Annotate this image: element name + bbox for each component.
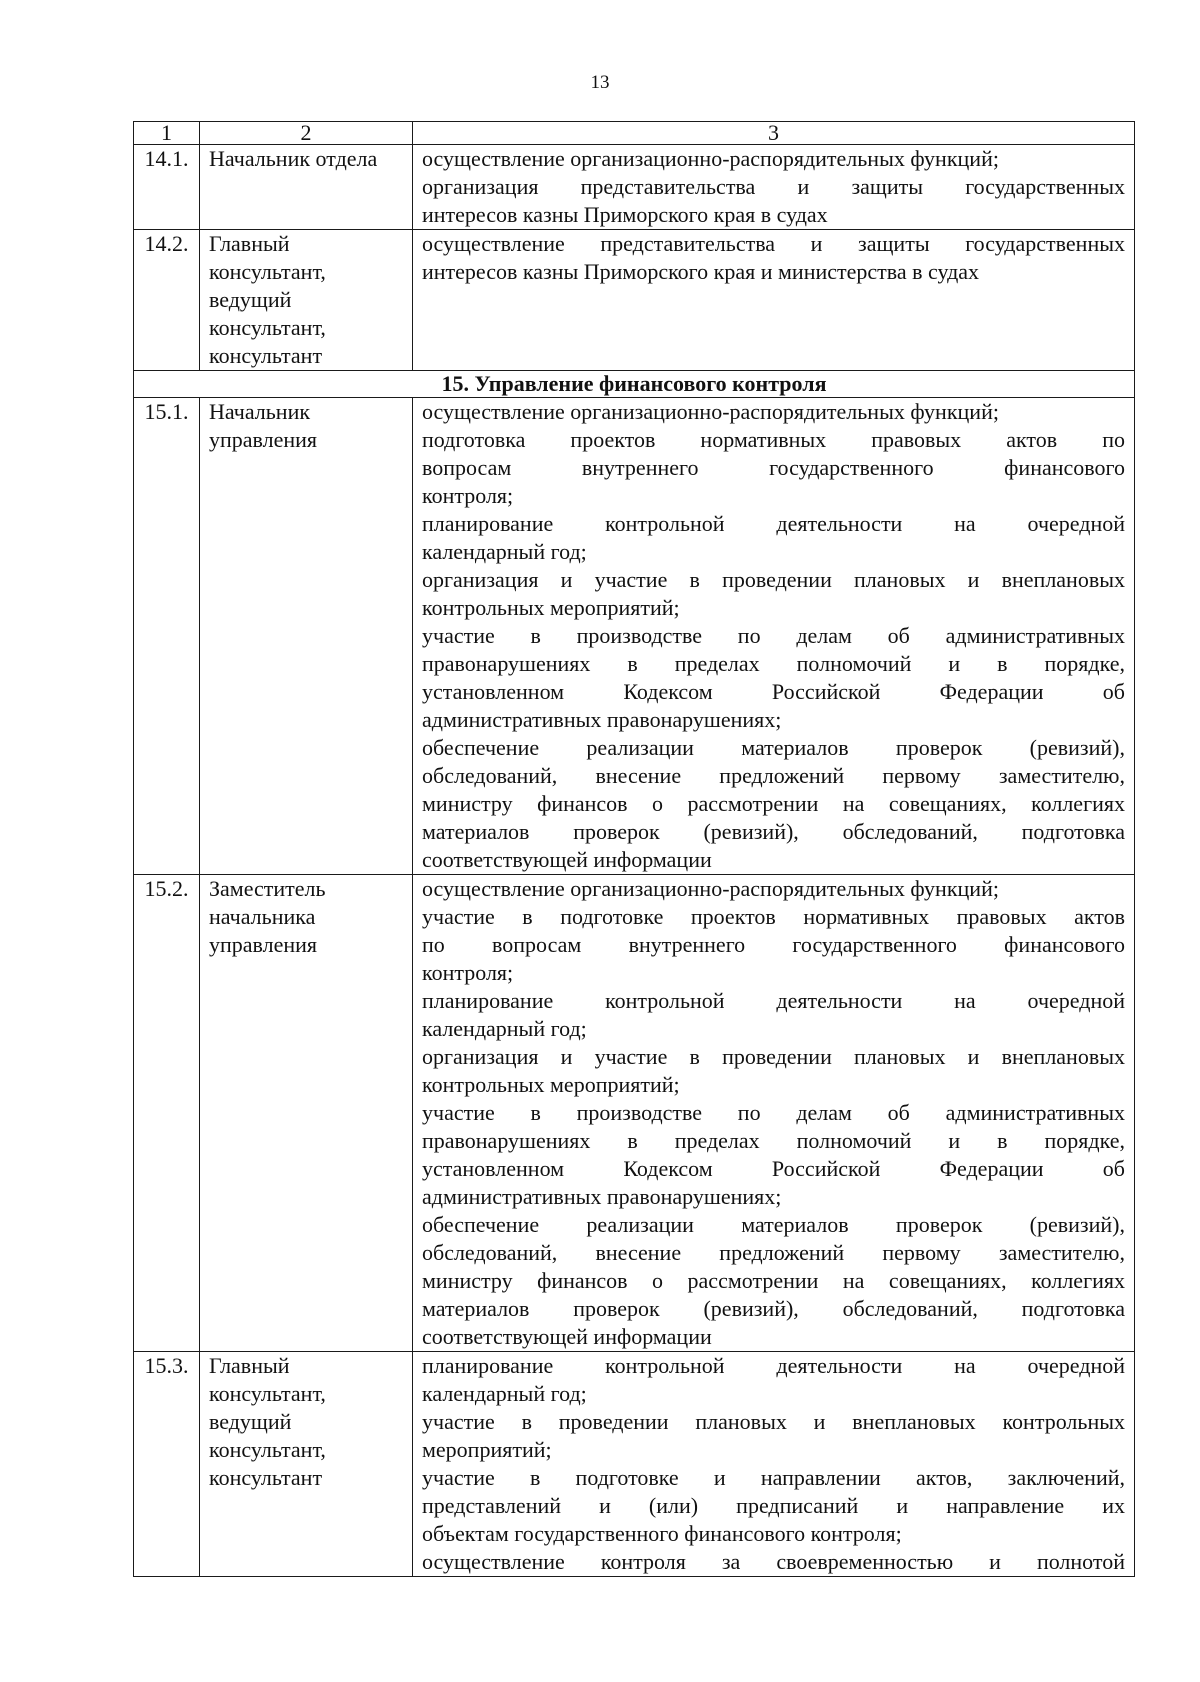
duty-line: календарный год; bbox=[422, 1381, 587, 1406]
duty-line: мероприятий; bbox=[422, 1437, 552, 1462]
duty-line: правонарушениях в пределах полномочий и в порядке, bbox=[422, 1128, 1125, 1153]
header-cell-1: 1 bbox=[134, 122, 200, 145]
duty-line: организация представительства и защиты государственных bbox=[422, 174, 1125, 199]
header-cell-3: 3 bbox=[413, 122, 1135, 145]
position-line: Начальник bbox=[209, 399, 311, 424]
duty-line: участие в подготовке и направлении актов, заключений, bbox=[422, 1465, 1125, 1490]
duty-line: министру финансов о рассмотрении на совещаниях, коллегиях bbox=[422, 1268, 1125, 1293]
duty-line: обследований, внесение предложений первому заместителю, bbox=[422, 763, 1125, 788]
duty-line: организация и участие в проведении плановых и внеплановых bbox=[422, 1044, 1125, 1069]
duty-line: осуществление организационно-распорядительных функций; bbox=[422, 876, 999, 901]
table-row bbox=[134, 230, 1135, 371]
duty-line: представлений и (или) предписаний и направление их bbox=[422, 1493, 1125, 1518]
position-cell bbox=[200, 398, 413, 875]
position-cell bbox=[200, 230, 413, 371]
duty-line: календарный год; bbox=[422, 1016, 587, 1041]
item-number: 15.1. bbox=[134, 398, 200, 875]
duty-line: министру финансов о рассмотрении на совещаниях, коллегиях bbox=[422, 791, 1125, 816]
position-cell bbox=[200, 875, 413, 1352]
duty-line: административных правонарушениях; bbox=[422, 1184, 782, 1209]
duty-line: планирование контрольной деятельности на очередной bbox=[422, 988, 1125, 1013]
duty-line: соответствующей информации bbox=[422, 1324, 712, 1349]
position-line: Главный bbox=[209, 231, 290, 256]
item-number: 14.1. bbox=[134, 145, 200, 230]
duty-line: обеспечение реализации материалов проверок (ревизий), bbox=[422, 1212, 1125, 1237]
position-cell bbox=[200, 145, 413, 230]
position-line: консультант, bbox=[209, 259, 326, 284]
position-line: управления bbox=[209, 932, 318, 957]
duty-line: участие в подготовке проектов нормативных правовых актов bbox=[422, 904, 1125, 929]
duty-line: материалов проверок (ревизий), обследований, подготовка bbox=[422, 819, 1125, 844]
duty-line: интересов казны Приморского края и министерства в судах bbox=[422, 259, 980, 284]
duty-line: календарный год; bbox=[422, 539, 587, 564]
duties-cell bbox=[413, 145, 1135, 230]
duty-line: установленном Кодексом Российской Федерации об bbox=[422, 1156, 1125, 1181]
duty-line: по вопросам внутреннего государственного финансового bbox=[422, 932, 1125, 957]
position-line: консультант bbox=[209, 1465, 323, 1490]
duties-cell bbox=[413, 1352, 1135, 1577]
position-line: консультант, bbox=[209, 1381, 326, 1406]
position-line: ведущий bbox=[209, 287, 292, 312]
duty-line: материалов проверок (ревизий), обследований, подготовка bbox=[422, 1296, 1125, 1321]
duties-table bbox=[133, 121, 1135, 1577]
duty-line: планирование контрольной деятельности на очередной bbox=[422, 511, 1125, 536]
position-line: Начальник отдела bbox=[209, 146, 378, 171]
duty-line: обеспечение реализации материалов проверок (ревизий), bbox=[422, 735, 1125, 760]
duties-cell bbox=[413, 230, 1135, 371]
item-number: 14.2. bbox=[134, 230, 200, 371]
item-number: 15.3. bbox=[134, 1352, 200, 1577]
duty-line: контрольных мероприятий; bbox=[422, 1072, 680, 1097]
duty-line: осуществление организационно-распорядительных функций; bbox=[422, 146, 999, 171]
duty-line: объектам государственного финансового контроля; bbox=[422, 1521, 902, 1546]
header-cell-2: 2 bbox=[200, 122, 413, 145]
table-body bbox=[134, 122, 1135, 1577]
duty-line: вопросам внутреннего государственного финансового bbox=[422, 455, 1125, 480]
duties-cell bbox=[413, 875, 1135, 1352]
duty-line: контроля; bbox=[422, 960, 514, 985]
table-row bbox=[134, 398, 1135, 875]
duty-line: участие в проведении плановых и внеплановых контрольных bbox=[422, 1409, 1125, 1434]
position-line: Главный bbox=[209, 1353, 290, 1378]
duty-line: организация и участие в проведении плановых и внеплановых bbox=[422, 567, 1125, 592]
item-number: 15.2. bbox=[134, 875, 200, 1352]
duty-line: интересов казны Приморского края в судах bbox=[422, 202, 828, 227]
position-line: консультант, bbox=[209, 1437, 326, 1462]
header-row bbox=[134, 122, 1135, 145]
duty-line: обследований, внесение предложений первому заместителю, bbox=[422, 1240, 1125, 1265]
duties-cell bbox=[413, 398, 1135, 875]
duty-line: контроля; bbox=[422, 483, 514, 508]
duty-line: административных правонарушениях; bbox=[422, 707, 782, 732]
section-heading-row bbox=[134, 371, 1135, 398]
duty-line: осуществление организационно-распорядительных функций; bbox=[422, 399, 999, 424]
position-line: ведущий bbox=[209, 1409, 292, 1434]
position-line: консультант, bbox=[209, 315, 326, 340]
position-line: управления bbox=[209, 427, 318, 452]
duty-line: установленном Кодексом Российской Федерации об bbox=[422, 679, 1125, 704]
table-row bbox=[134, 145, 1135, 230]
table-row bbox=[134, 875, 1135, 1352]
duty-line: соответствующей информации bbox=[422, 847, 712, 872]
page-number: 13 bbox=[590, 72, 610, 93]
position-line: консультант bbox=[209, 343, 323, 368]
duty-line: правонарушениях в пределах полномочий и в порядке, bbox=[422, 651, 1125, 676]
duty-line: подготовка проектов нормативных правовых актов по bbox=[422, 427, 1125, 452]
position-cell bbox=[200, 1352, 413, 1577]
duty-line: осуществление контроля за своевременностью и полнотой bbox=[422, 1549, 1125, 1574]
duty-line: участие в производстве по делам об административных bbox=[422, 1100, 1125, 1125]
position-line: начальника bbox=[209, 904, 316, 929]
duty-line: участие в производстве по делам об административных bbox=[422, 623, 1125, 648]
position-line: Заместитель bbox=[209, 876, 326, 901]
duty-line: планирование контрольной деятельности на очередной bbox=[422, 1353, 1125, 1378]
table-row bbox=[134, 1352, 1135, 1577]
duty-line: осуществление представительства и защиты государственных bbox=[422, 231, 1125, 256]
section-heading: 15. Управление финансового контроля bbox=[134, 371, 1135, 398]
duty-line: контрольных мероприятий; bbox=[422, 595, 680, 620]
